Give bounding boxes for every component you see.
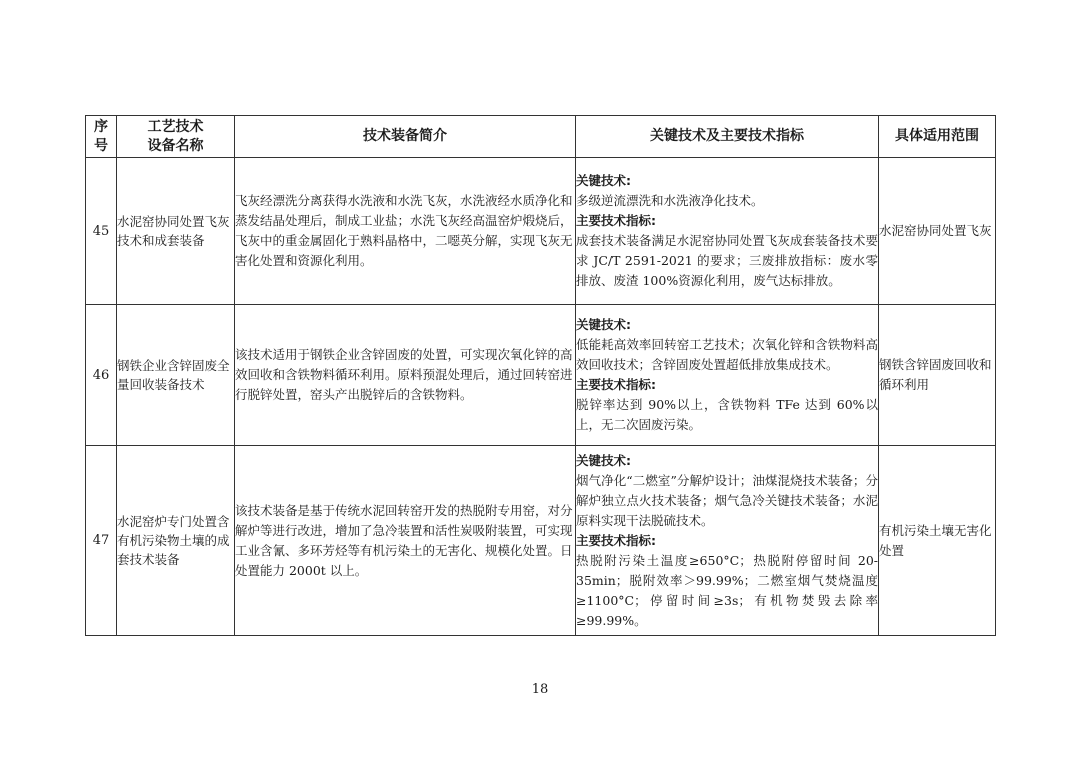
row-key-tech — [576, 158, 879, 305]
table-header-row — [86, 116, 996, 158]
table-row — [86, 305, 996, 446]
header-desc: 技术装备简介 — [235, 116, 576, 158]
header-scope: 具体适用范围 — [879, 116, 996, 158]
row-seq: 46 — [86, 305, 117, 446]
page-number: 18 — [531, 682, 549, 697]
header-name: 工艺技术 设备名称 — [117, 116, 235, 158]
technology-table — [85, 115, 996, 636]
key-tech-label: 关键技术: — [576, 317, 631, 332]
row-name: 水泥窑协同处置飞灰技术和成套装备 — [117, 158, 235, 305]
row-scope: 钢铁含锌固废回收和循环利用 — [879, 305, 996, 446]
indicator-label: 主要技术指标: — [576, 213, 656, 228]
indicator-text: 热脱附污染土温度≥650°C；热脱附停留时间 20-35min；脱附效率＞99.99%；二燃室烟气焚烧温度≥1100°C；停留时间≥3s；有机物焚毁去除率≥99.99%。 — [576, 552, 878, 628]
row-desc: 飞灰经漂洗分离获得水洗液和水洗飞灰，水洗液经水质净化和蒸发结晶处理后，制成工业盐；水洗飞灰经高温窑炉煅烧后，飞灰中的重金属固化于熟料晶格中，二噁英分解，实现飞灰无害化处置和资源化利用。 — [235, 158, 576, 305]
row-key-tech — [576, 305, 879, 446]
row-seq: 45 — [86, 158, 117, 305]
row-key-tech — [576, 446, 879, 636]
row-name: 钢铁企业含锌固废全量回收装备技术 — [117, 305, 235, 446]
row-scope: 水泥窑协同处置飞灰 — [879, 158, 996, 305]
row-scope: 有机污染土壤无害化处置 — [879, 446, 996, 636]
row-desc: 该技术适用于钢铁企业含锌固废的处置，可实现次氧化锌的高效回收和含铁物料循环利用。原料预混处理后，通过回转窑进行脱锌处置，窑头产出脱锌后的含铁物料。 — [235, 305, 576, 446]
table-row — [86, 158, 996, 305]
indicator-label: 主要技术指标: — [576, 377, 656, 392]
indicator-label: 主要技术指标: — [576, 532, 656, 548]
row-desc: 该技术装备是基于传统水泥回转窑开发的热脱附专用窑，对分解炉等进行改进，增加了急冷装置和活性炭吸附装置，可实现工业含氰、多环芳烃等有机污染土的无害化、规模化处置。日处置能力 2000t 以上。 — [235, 446, 576, 636]
indicator-text: 脱锌率达到 90%以上，含铁物料 TFe 达到 60%以上，无二次固废污染。 — [576, 397, 878, 432]
key-tech-label: 关键技术: — [576, 173, 631, 188]
key-tech-label: 关键技术: — [576, 452, 631, 468]
row-seq: 47 — [86, 446, 117, 636]
table-row — [86, 446, 996, 636]
indicator-text: 成套技术装备满足水泥窑协同处置飞灰成套装备技术要求 JC/T 2591-2021 的要求；三废排放指标：废水零排放、废渣 100%资源化利用，废气达标排放。 — [576, 233, 878, 288]
key-tech-text: 低能耗高效率回转窑工艺技术；次氧化锌和含铁物料高效回收技术；含锌固废处置超低排放集成技术。 — [576, 337, 878, 372]
row-name: 水泥窑炉专门处置含有机污染物土壤的成套技术装备 — [117, 446, 235, 636]
header-seq: 序 号 — [86, 116, 117, 158]
key-tech-text: 多级逆流漂洗和水洗液净化技术。 — [576, 193, 764, 208]
key-tech-text: 烟气净化“二燃室”分解炉设计；油煤混烧技术装备；分解炉独立点火技术装备；烟气急冷关键技术装备；水泥原料实现干法脱硫技术。 — [576, 472, 878, 528]
header-key-tech: 关键技术及主要技术指标 — [576, 116, 879, 158]
